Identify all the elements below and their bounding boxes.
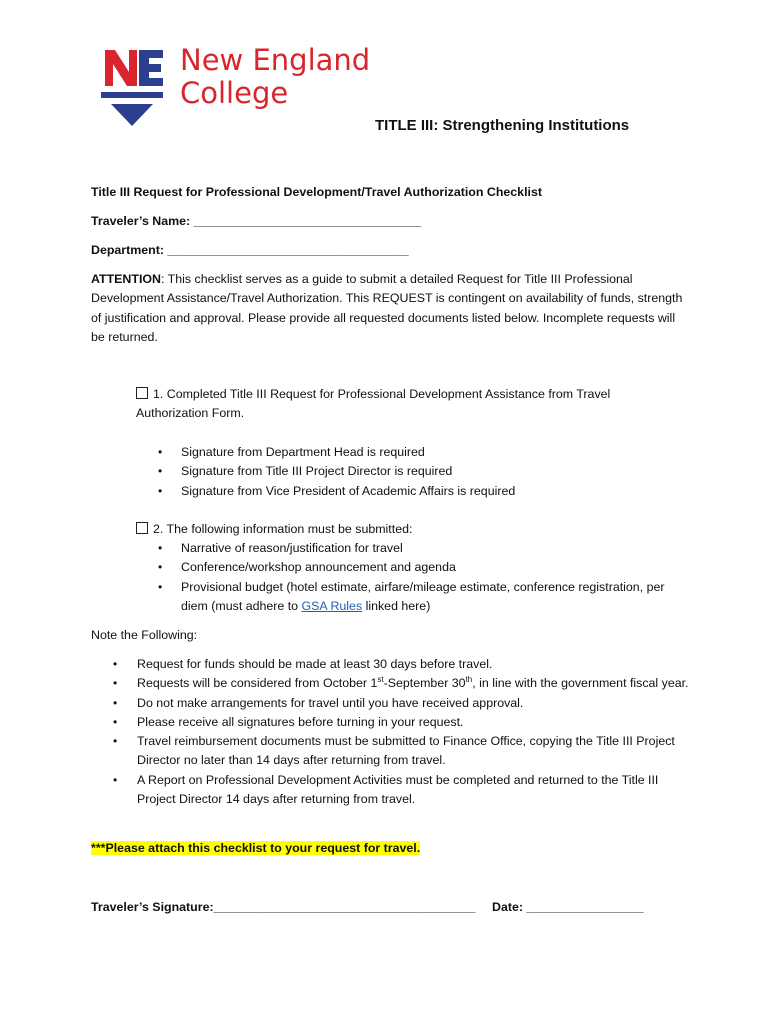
attach-notice (91, 839, 420, 858)
list-item: • Signature from Department Head is required (136, 443, 676, 462)
checklist-item-1 (136, 385, 636, 424)
college-name-line2: College (180, 76, 289, 110)
traveler-name-field: Traveler’s Name: _________________________________ (91, 214, 422, 228)
budget-text: Provisional budget (hotel estimate, airfare/mileage estimate, conference registration, per diem (must adhere to (181, 579, 665, 613)
note-bullets (91, 655, 691, 809)
superscript: th (465, 675, 473, 685)
date-field: Date: _________________ (492, 900, 644, 914)
attention-text: : This checklist serves as a guide to submit a detailed Request for Title III Professional Development Assistance/Travel Authorization. This REQUEST is contingent on availability of funds, strength of justification and approval. Please provide all requested documents listed below. Incomplete requests will be returned. (91, 272, 683, 344)
attention-label: ATTENTION (91, 272, 161, 286)
page-title: TITLE III: Strengthening Institutions (375, 117, 630, 134)
college-name-line1: New England (180, 43, 371, 77)
checklist-heading: Title III Request for Professional Development/Travel Authorization Checklist (91, 185, 542, 199)
list-item (91, 674, 691, 693)
superscript: st (377, 675, 384, 685)
note-text: , in line with the government fiscal year. (472, 676, 689, 691)
list-item: • A Report on Professional Development Activities must be completed and returned to the Title III Project Director 14 days after returning from travel. (91, 771, 691, 810)
list-item: • Signature from Vice President of Academic Affairs is required (136, 482, 676, 501)
list-item: • Do not make arrangements for travel until you have received approval. (91, 694, 691, 713)
attach-notice-text: ***Please attach this checklist to your request for travel. (91, 841, 421, 855)
signature-field: Traveler’s Signature:______________________________________ (91, 900, 476, 914)
gsa-rules-link[interactable]: GSA Rules (301, 598, 363, 613)
checklist-item-1-text: 1. Completed Title III Request for Professional Development Assistance from Travel Authorization Form. (136, 387, 611, 421)
list-item: • Narrative of reason/justification for travel (136, 539, 676, 558)
note-text: Requests will be considered from October 1 (137, 676, 378, 691)
college-name (180, 44, 370, 110)
list-item: • Request for funds should be made at least 30 days before travel. (91, 655, 691, 674)
list-item: • Please receive all signatures before turning in your request. (91, 713, 691, 732)
list-item: • Conference/workshop announcement and agenda (136, 558, 676, 577)
item-1-bullets (136, 443, 676, 501)
checkbox-icon[interactable] (136, 387, 148, 399)
checkbox-icon[interactable] (136, 522, 148, 534)
checklist-item-2 (136, 520, 676, 539)
list-item: • Travel reimbursement documents must be submitted to Finance Office, copying the Title III Project Director no later than 14 days after returning from travel. (91, 732, 691, 771)
attention-paragraph (91, 270, 686, 347)
department-field: Department: ___________________________________ (91, 243, 409, 257)
list-item (136, 578, 676, 617)
budget-text-end: linked here) (362, 598, 431, 613)
note-heading: Note the Following: (91, 628, 198, 642)
checklist-item-2-text: 2. The following information must be submitted: (153, 522, 413, 536)
note-text: -September 30 (383, 676, 466, 691)
ne-logo-mark-icon (99, 46, 165, 130)
item-2-bullets (136, 539, 676, 616)
list-item: • Signature from Title III Project Director is required (136, 462, 676, 481)
